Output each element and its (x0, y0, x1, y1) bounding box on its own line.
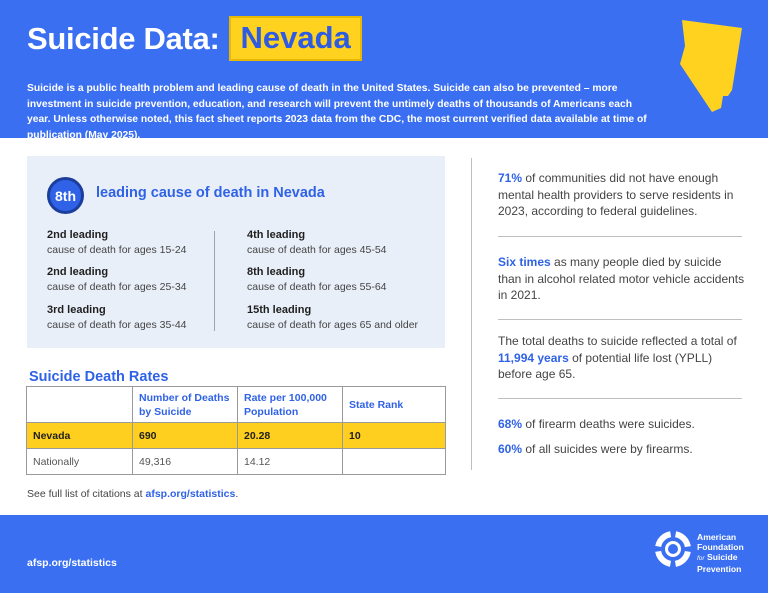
table-header-row (27, 387, 446, 423)
leading-item-title: 15th leading (247, 304, 312, 316)
title-state: Nevada (229, 16, 361, 61)
stat-text: of communities did not have enough mental health providers to serve residents in 2023, according to federal guidelines. (498, 171, 734, 218)
leading-cause-card (27, 156, 445, 348)
stat-highlight: 68% (498, 417, 523, 431)
stat-highlight: 60% (498, 442, 523, 456)
header-banner (0, 0, 768, 141)
table-cell (343, 449, 446, 475)
table-cell: 20.28 (238, 423, 343, 449)
stat-item (498, 333, 746, 383)
table-header-cell: State Rank (343, 387, 446, 423)
footer-banner (0, 515, 768, 593)
citation (27, 488, 238, 500)
lifebuoy-logo-icon (655, 531, 691, 567)
leading-item-desc: cause of death for ages 65 and older (247, 319, 419, 331)
page-title (27, 16, 362, 61)
table-cell: 10 (343, 423, 446, 449)
table-cell: Nationally (27, 449, 133, 475)
card-divider (214, 231, 215, 331)
leading-item (47, 229, 187, 256)
table-row (27, 449, 446, 475)
table-cell: 49,316 (133, 449, 238, 475)
citation-link[interactable]: afsp.org/statistics (145, 488, 236, 500)
title-prefix: Suicide Data: (27, 20, 220, 56)
stat-item (498, 254, 746, 304)
leading-item-title: 3rd leading (47, 304, 106, 316)
leading-item-desc: cause of death for ages 55-64 (247, 281, 387, 293)
leading-item (247, 304, 418, 331)
leading-item (247, 266, 387, 293)
table-cell: 690 (133, 423, 238, 449)
logo-text (697, 532, 744, 574)
leading-item (47, 304, 187, 331)
logo-line: Prevention (697, 564, 742, 574)
stat-divider (498, 319, 742, 320)
logo-for: for (697, 555, 705, 562)
leading-item (47, 266, 187, 293)
stat-divider (498, 398, 742, 399)
stat-highlight: 71% (498, 171, 523, 185)
citation-prefix: See full list of citations at (27, 488, 146, 500)
stat-text: of firearm deaths were suicides. (522, 417, 695, 431)
table-row (27, 423, 446, 449)
leading-item-desc: cause of death for ages 35-44 (47, 319, 187, 331)
leading-item-title: 2nd leading (47, 229, 109, 241)
stat-text: of all suicides were by firearms. (522, 442, 693, 456)
rank-label: leading cause of death in Nevada (96, 185, 325, 201)
citation-suffix: . (235, 488, 239, 500)
table-cell: 14.12 (238, 449, 343, 475)
table-header-cell: Number of Deaths by Suicide (133, 387, 238, 423)
rates-title: Suicide Death Rates (29, 369, 169, 385)
table-header-cell (27, 387, 133, 423)
logo-line: American (697, 532, 737, 542)
leading-item (247, 229, 387, 256)
stat-item (498, 441, 746, 458)
intro-text: Suicide is a public health problem and leading cause of death in the United States. Suicide can also be prevented – more investment in suicide prevention, education, and research will prevent the untimely deaths of thousands of Americans each year. Unless otherwise noted, this fact sheet reports 2023 data from the CDC, the most current verified data available at time of publication (May 2025). (27, 83, 647, 141)
stat-text: The total deaths to suicide reflected a total of (498, 334, 737, 348)
footer-url[interactable]: afsp.org/statistics (27, 557, 117, 569)
leading-item-title: 8th leading (247, 266, 306, 278)
table-header-cell: Rate per 100,000 Population (238, 387, 343, 423)
leading-item-desc: cause of death for ages 45-54 (247, 244, 387, 256)
leading-item-title: 2nd leading (47, 266, 109, 278)
rates-table (26, 386, 446, 475)
rank-badge: 8th (47, 177, 84, 214)
stat-item (498, 416, 746, 433)
leading-item-desc: cause of death for ages 15-24 (47, 244, 187, 256)
stat-highlight: 11,994 years (498, 350, 569, 365)
leading-item-title: 4th leading (247, 229, 306, 241)
stat-item (498, 170, 746, 220)
logo-line: Foundation (697, 542, 744, 552)
table-cell: Nevada (27, 423, 133, 449)
stat-text: of potential life lost (YPLL) before age 65. (498, 350, 713, 381)
stat-highlight: Six times (498, 255, 551, 269)
logo-line: Suicide (706, 552, 738, 562)
nevada-map-icon (676, 16, 746, 116)
leading-item-desc: cause of death for ages 25-34 (47, 281, 187, 293)
column-divider (471, 158, 472, 470)
stat-text: as many people died by suicide than in alcohol related motor vehicle accidents in 2021. (498, 255, 745, 302)
stat-divider (498, 236, 742, 237)
